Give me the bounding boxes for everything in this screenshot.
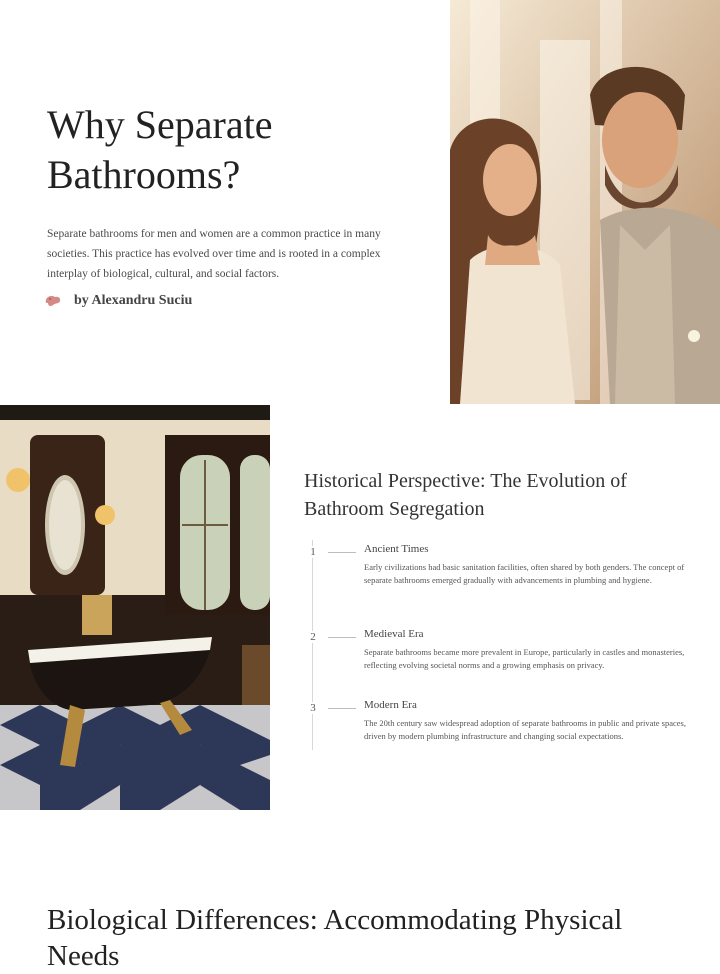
- timeline-item-text: Separate bathrooms became more prevalent in Europe, particularly in castles and monasteries, reflecting evolving societal norms and a growing emphasis on privacy.: [364, 647, 685, 670]
- timeline-item-text: Early civilizations had basic sanitation facilities, often shared by both genders. The concept of separate bathrooms emerged gradually with advancements in plumbing and hygiene.: [364, 562, 685, 585]
- couple-illustration: [450, 0, 720, 404]
- couple-photo: [450, 0, 720, 404]
- timeline-item-title: Modern Era: [364, 699, 417, 711]
- timeline-item-title: Medieval Era: [364, 628, 424, 640]
- timeline-number: 3: [304, 702, 322, 714]
- history-section-title: Historical Perspective: The Evolution of Bathroom Segregation: [304, 470, 627, 520]
- author-byline: [44, 293, 192, 309]
- timeline-number: 2: [304, 631, 322, 643]
- timeline-number: 1: [304, 546, 322, 558]
- timeline-item-title: Ancient Times: [364, 543, 429, 555]
- author-avatar-icon: [44, 294, 62, 308]
- timeline-divider: [328, 552, 356, 553]
- timeline-divider: [328, 708, 356, 709]
- author-name: by Alexandru Suciu: [74, 293, 193, 308]
- timeline-line: [312, 540, 313, 750]
- intro-paragraph: Separate bathrooms for men and women are a common practice in many societies. This practice has evolved over time and is rooted in a complex interplay of biological, cultural, and social factors.: [47, 228, 381, 280]
- biology-section-title: Biological Differences: Accommodating Physical Needs: [47, 904, 623, 972]
- bathroom-photo: [0, 405, 270, 810]
- timeline-item-text: The 20th century saw widespread adoption of separate bathrooms in public and private spaces, driven by modern plumbing infrastructure and changing social expectations.: [364, 718, 686, 741]
- bathroom-illustration: [0, 405, 270, 810]
- timeline-divider: [328, 637, 356, 638]
- page-title: Why Separate Bathrooms?: [47, 102, 273, 197]
